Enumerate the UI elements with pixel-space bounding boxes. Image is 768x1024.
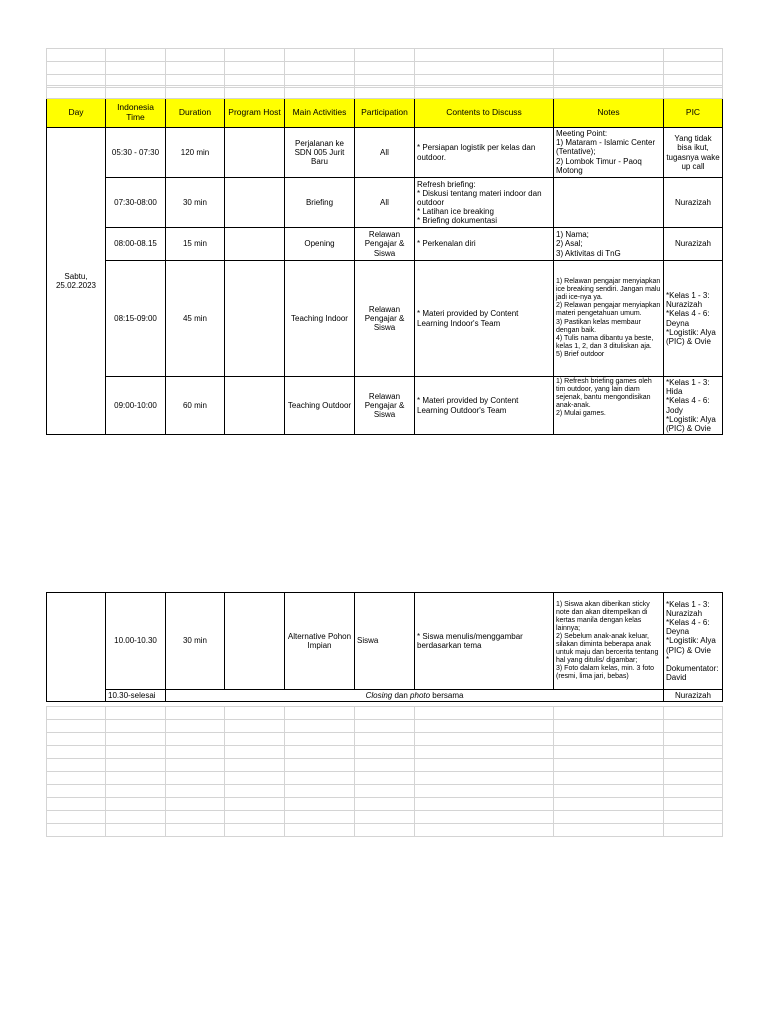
pic-cell[interactable]: Nurazizah: [664, 228, 723, 261]
header-notes[interactable]: Notes: [554, 99, 664, 128]
notes-cell[interactable]: 1) Nama; 2) Asal; 3) Aktivitas di TnG: [554, 228, 664, 261]
notes-cell[interactable]: [554, 178, 664, 228]
host-cell[interactable]: [225, 228, 285, 261]
activity-cell[interactable]: Briefing: [285, 178, 355, 228]
activity-cell[interactable]: Opening: [285, 228, 355, 261]
participation-cell[interactable]: All: [355, 178, 415, 228]
host-cell[interactable]: [225, 128, 285, 178]
table-row: [47, 178, 723, 228]
pic-cell[interactable]: *Kelas 1 - 3: Nurazizah *Kelas 4 - 6: Deyna *Logistik: Alya (PIC) & Ovie: [664, 261, 723, 377]
closing-mid-word: dan: [392, 691, 411, 700]
header-pic[interactable]: PIC: [664, 99, 723, 128]
day-cell[interactable]: Sabtu, 25.02.2023: [47, 128, 106, 435]
time-cell[interactable]: 05:30 - 07:30: [106, 128, 166, 178]
time-cell[interactable]: 10.00-10.30: [106, 593, 166, 690]
table-row: [47, 593, 723, 690]
header-participation[interactable]: Participation: [355, 99, 415, 128]
table-row: [47, 377, 723, 435]
participation-cell[interactable]: Relawan Pengajar & Siswa: [355, 377, 415, 435]
time-cell[interactable]: 09:00-10:00: [106, 377, 166, 435]
activity-cell[interactable]: Alternative Pohon Impian: [285, 593, 355, 690]
time-cell[interactable]: 08:15-09:00: [106, 261, 166, 377]
contents-cell[interactable]: * Perkenalan diri: [415, 228, 554, 261]
host-cell[interactable]: [225, 377, 285, 435]
contents-cell[interactable]: * Materi provided by Content Learning Outdoor's Team: [415, 377, 554, 435]
pic-cell[interactable]: *Kelas 1 - 3: Hida *Kelas 4 - 6: Jody *Logistik: Alya (PIC) & Ovie: [664, 377, 723, 435]
closing-end-word: bersama: [430, 691, 464, 700]
contents-cell[interactable]: * Persiapan logistik per kelas dan outdoor.: [415, 128, 554, 178]
header-row: [47, 99, 723, 128]
time-cell[interactable]: 08:00-08.15: [106, 228, 166, 261]
host-cell[interactable]: [225, 261, 285, 377]
schedule-table-continued: [46, 592, 723, 702]
contents-cell[interactable]: * Siswa menulis/menggambar berdasarkan tema: [415, 593, 554, 690]
header-host[interactable]: Program Host: [225, 99, 285, 128]
activity-cell[interactable]: Teaching Indoor: [285, 261, 355, 377]
table-row: [47, 261, 723, 377]
day-cell-continued[interactable]: [47, 593, 106, 702]
table-row: [47, 228, 723, 261]
top-empty-grid: [46, 48, 723, 88]
header-duration[interactable]: Duration: [166, 99, 225, 128]
duration-cell[interactable]: 30 min: [166, 593, 225, 690]
closing-row: [47, 690, 723, 702]
participation-cell[interactable]: All: [355, 128, 415, 178]
header-day[interactable]: Day: [47, 99, 106, 128]
pic-cell[interactable]: Nurazizah: [664, 690, 723, 702]
header-activity[interactable]: Main Activities: [285, 99, 355, 128]
closing-cell[interactable]: [166, 690, 664, 702]
duration-cell[interactable]: 45 min: [166, 261, 225, 377]
photo-italic-word: photo: [410, 691, 431, 700]
duration-cell[interactable]: 15 min: [166, 228, 225, 261]
header-contents[interactable]: Contents to Discuss: [415, 99, 554, 128]
notes-cell[interactable]: 1) Refresh briefing games oleh tim outdoor, yang lain diam sejenak, bantu mengondisikan anak-anak. 2) Mulai games.: [554, 377, 664, 435]
contents-cell[interactable]: * Materi provided by Content Learning Indoor's Team: [415, 261, 554, 377]
pic-cell[interactable]: Yang tidak bisa ikut, tugasnya wake up call: [664, 128, 723, 178]
closing-italic-word: Closing: [365, 691, 393, 700]
participation-cell[interactable]: Relawan Pengajar & Siswa: [355, 228, 415, 261]
pic-cell[interactable]: Nurazizah: [664, 178, 723, 228]
notes-cell[interactable]: Meeting Point: 1) Mataram - Islamic Center (Tentative); 2) Lombok Timur - Paoq Motong: [554, 128, 664, 178]
activity-cell[interactable]: Perjalanan ke SDN 005 Jurit Baru: [285, 128, 355, 178]
time-cell[interactable]: 07:30-08:00: [106, 178, 166, 228]
schedule-table: [46, 85, 723, 435]
host-cell[interactable]: [225, 178, 285, 228]
pic-cell[interactable]: *Kelas 1 - 3: Nurazizah *Kelas 4 - 6: Deyna *Logistik: Alya (PIC) & Ovie * Dokumentator: David: [664, 593, 723, 690]
contents-cell[interactable]: Refresh briefing: * Diskusi tentang materi indoor dan outdoor * Latihan ice breaking * Briefing dokumentasi: [415, 178, 554, 228]
duration-cell[interactable]: 60 min: [166, 377, 225, 435]
notes-cell[interactable]: 1) Siswa akan diberikan sticky note dan akan ditempelkan di kertas manila dengan kelas lainnya; 2) Sebelum anak-anak keluar, silakan diminta beberapa anak untuk maju dan bercerita tentang hal yang ditulis/ digambar; 3) Foto dalam kelas, min. 3 foto (resmi, lima jari, bebas): [554, 593, 664, 690]
duration-cell[interactable]: 30 min: [166, 178, 225, 228]
table-row: [47, 128, 723, 178]
notes-cell[interactable]: 1) Relawan pengajar menyiapkan ice breaking sendiri. Jangan malu jadi ice-nya ya. 2) Relawan pengajar menyiapkan materi pengetahuan umum. 3) Pastikan kelas membaur dengan baik. 4) Tulis nama dibantu ya beste, kelas 1, 2, dan 3 dituliskan aja. 5) Brief outdoor: [554, 261, 664, 377]
host-cell[interactable]: [225, 593, 285, 690]
time-cell[interactable]: 10.30-selesai: [106, 690, 166, 702]
participation-cell[interactable]: Relawan Pengajar & Siswa: [355, 261, 415, 377]
bottom-empty-grid: [46, 706, 723, 837]
header-time[interactable]: Indonesia Time: [106, 99, 166, 128]
participation-cell[interactable]: Siswa: [355, 593, 415, 690]
activity-cell[interactable]: Teaching Outdoor: [285, 377, 355, 435]
duration-cell[interactable]: 120 min: [166, 128, 225, 178]
